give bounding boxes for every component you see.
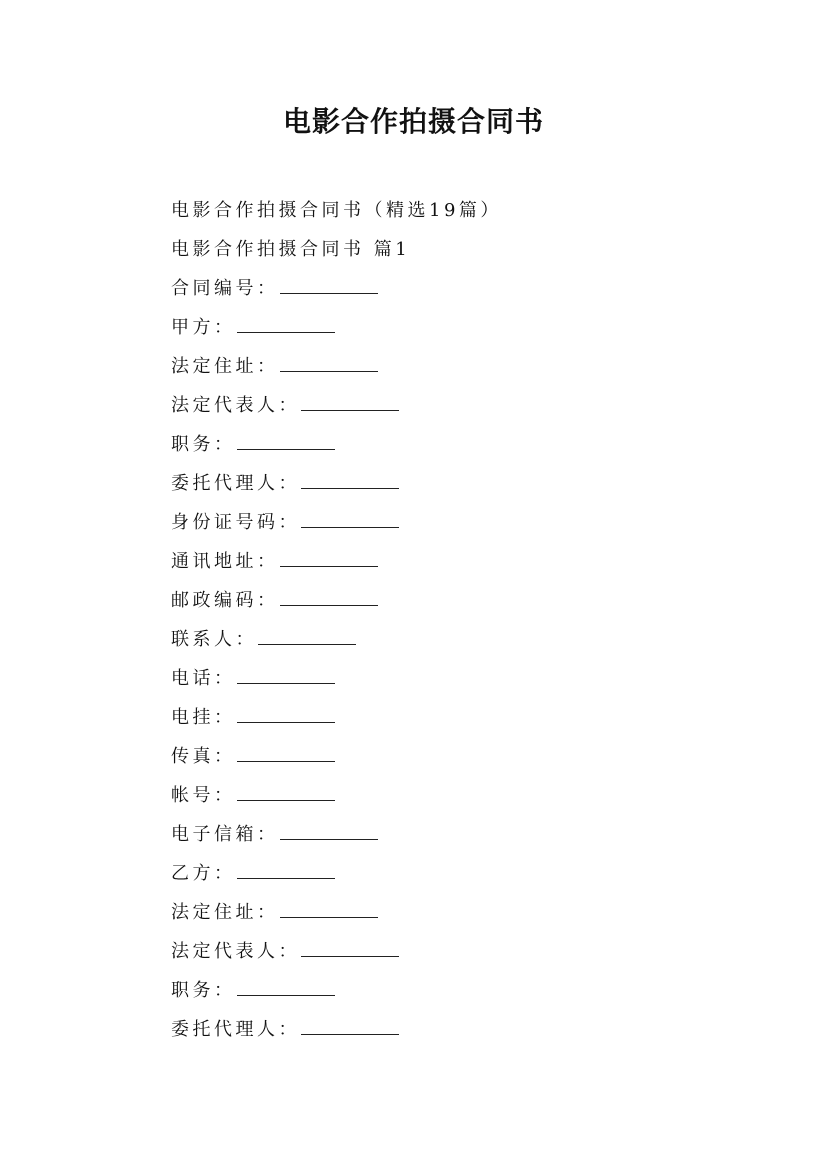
- fill-in-blank: [237, 310, 335, 333]
- fill-in-blank: [237, 856, 335, 879]
- line-label: 职务：: [171, 434, 236, 455]
- form-field-line: [171, 1012, 771, 1051]
- form-field-line: [171, 934, 771, 973]
- line-label: 电挂：: [171, 707, 236, 728]
- fill-in-blank: [280, 271, 378, 294]
- form-field-line: [171, 349, 771, 388]
- fill-in-blank: [237, 973, 335, 996]
- form-field-line: [171, 973, 771, 1012]
- form-field-line: [171, 778, 771, 817]
- line-label: 电影合作拍摄合同书（精选19篇）: [171, 200, 502, 221]
- fill-in-blank: [280, 583, 378, 606]
- line-label: 传真：: [171, 746, 236, 767]
- line-label: 委托代理人：: [171, 473, 300, 494]
- form-field-line: [171, 310, 771, 349]
- form-field-line: [171, 856, 771, 895]
- document-heading-line: [171, 232, 771, 271]
- form-field-line: [171, 700, 771, 739]
- form-field-line: [171, 271, 771, 310]
- form-field-line: [171, 739, 771, 778]
- fill-in-blank: [301, 388, 399, 411]
- form-field-line: [171, 817, 771, 856]
- document-heading-line: [171, 193, 771, 232]
- form-field-line: [171, 427, 771, 466]
- form-field-line: [171, 544, 771, 583]
- fill-in-blank: [237, 661, 335, 684]
- fill-in-blank: [280, 544, 378, 567]
- form-field-line: [171, 466, 771, 505]
- fill-in-blank: [301, 934, 399, 957]
- form-field-line: [171, 622, 771, 661]
- line-label: 乙方：: [171, 863, 236, 884]
- form-field-line: [171, 505, 771, 544]
- fill-in-blank: [258, 622, 356, 645]
- line-label: 委托代理人：: [171, 1019, 300, 1040]
- line-label: 联系人：: [171, 629, 257, 650]
- line-label: 帐号：: [171, 785, 236, 806]
- line-label: 身份证号码：: [171, 512, 300, 533]
- line-label: 法定住址：: [171, 356, 279, 377]
- fill-in-blank: [301, 466, 399, 489]
- form-field-line: [171, 583, 771, 622]
- form-field-line: [171, 661, 771, 700]
- line-label: 甲方：: [171, 317, 236, 338]
- fill-in-blank: [237, 427, 335, 450]
- line-label: 电子信箱：: [171, 824, 279, 845]
- line-label: 法定代表人：: [171, 395, 300, 416]
- form-field-line: [171, 895, 771, 934]
- fill-in-blank: [280, 895, 378, 918]
- fill-in-blank: [301, 505, 399, 528]
- fill-in-blank: [280, 349, 378, 372]
- line-label: 职务：: [171, 980, 236, 1001]
- line-label: 法定住址：: [171, 902, 279, 923]
- line-label: 电话：: [171, 668, 236, 689]
- fill-in-blank: [237, 778, 335, 801]
- form-field-line: [171, 388, 771, 427]
- line-label: 合同编号：: [171, 278, 279, 299]
- fill-in-blank: [237, 739, 335, 762]
- fill-in-blank: [280, 817, 378, 840]
- fill-in-blank: [237, 700, 335, 723]
- line-label: 电影合作拍摄合同书 篇1: [171, 239, 411, 260]
- fill-in-blank: [301, 1012, 399, 1035]
- document-body: [171, 193, 771, 1051]
- line-label: 通讯地址：: [171, 551, 279, 572]
- document-title: 电影合作拍摄合同书: [282, 105, 544, 138]
- line-label: 法定代表人：: [171, 941, 300, 962]
- line-label: 邮政编码：: [171, 590, 279, 611]
